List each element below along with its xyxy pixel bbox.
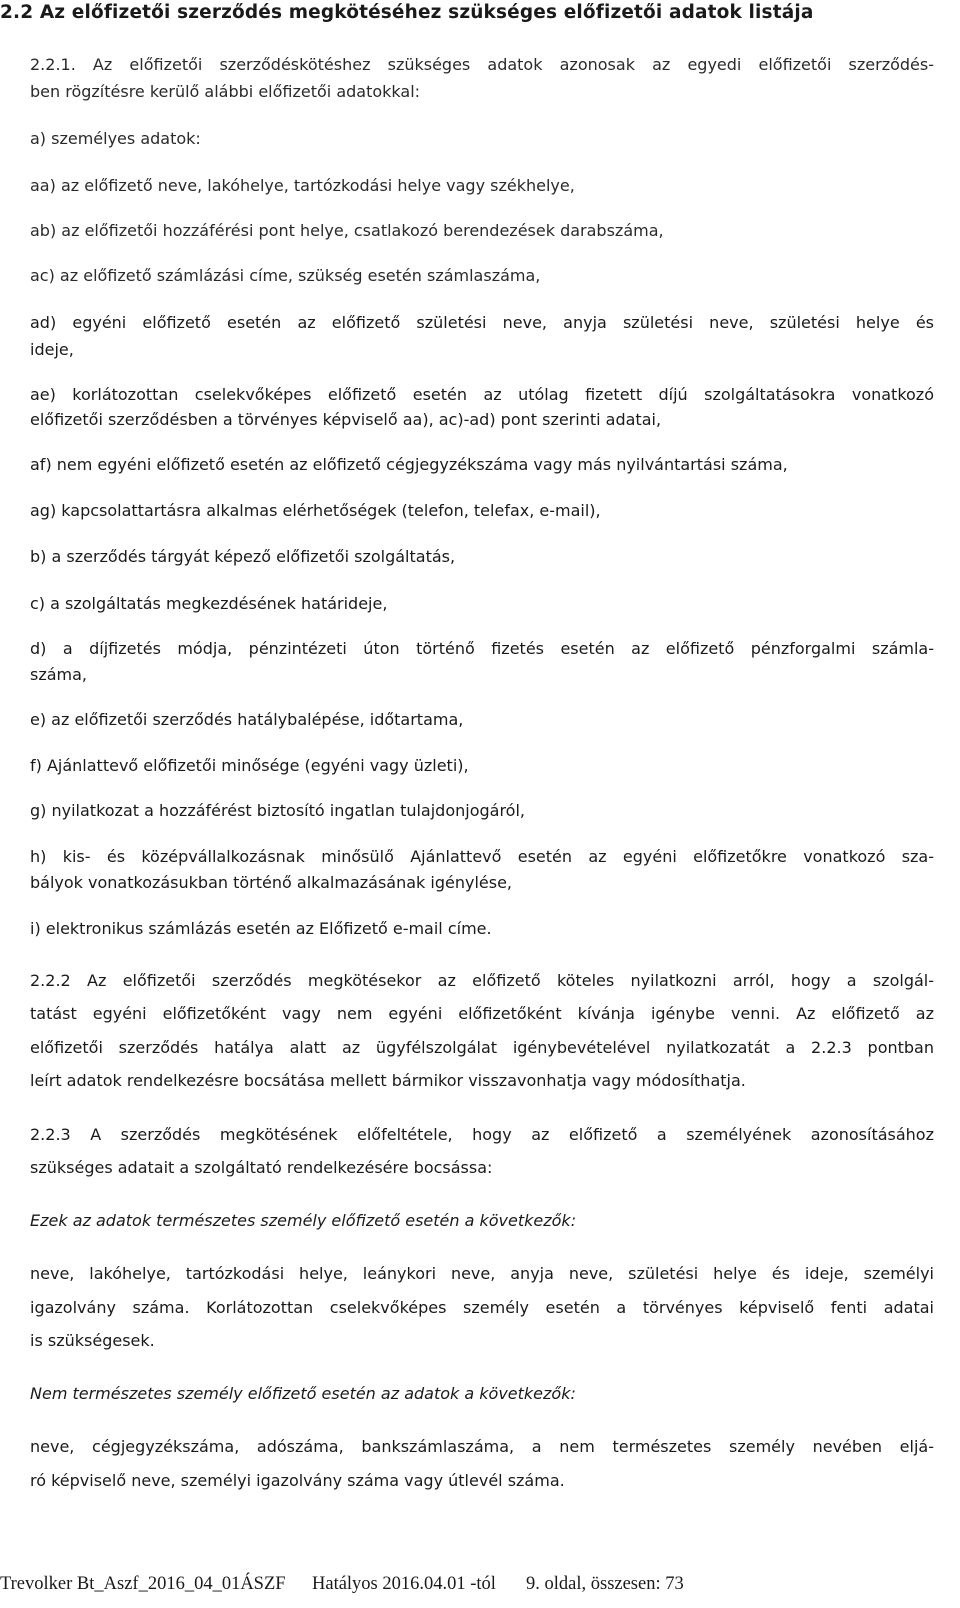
- paragraph-line: neve, cégjegyzékszáma, adószáma, bankszámlaszáma, a nem természetes személy nevében eljá-: [30, 1437, 934, 1456]
- paragraph-line: is szükségesek.: [30, 1331, 155, 1350]
- subheading-legal-entity: Nem természetes személy előfizető esetén az adatok a következők:: [30, 1384, 576, 1403]
- list-item: h) kis- és középvállalkozásnak minősülő Ajánlattevő esetén az egyéni előfizetőkre vonatkozó sza-: [30, 847, 934, 866]
- list-item: f) Ajánlattevő előfizetői minősége (egyéni vagy üzleti),: [30, 756, 469, 775]
- paragraph-line: 2.2.1. Az előfizetői szerződéskötéshez szükséges adatok azonosak az egyedi előfizetői szerződés-: [30, 55, 934, 74]
- list-item-continuation: száma,: [30, 665, 88, 684]
- list-item: c) a szolgáltatás megkezdésének határideje,: [30, 594, 388, 613]
- list-item-continuation: ideje,: [30, 340, 74, 359]
- paragraph-line: szükséges adatait a szolgáltató rendelkezésére bocsássa:: [30, 1158, 493, 1177]
- list-item: ac) az előfizető számlázási címe, szükség esetén számlaszáma,: [30, 266, 541, 285]
- list-item: i) elektronikus számlázás esetén az Előfizető e-mail címe.: [30, 919, 492, 938]
- list-item: ag) kapcsolattartásra alkalmas elérhetőségek (telefon, telefax, e-mail),: [30, 501, 601, 520]
- list-item-continuation: előfizetői szerződésben a törvényes képviselő aa), ac)-ad) pont szerinti adatai,: [30, 410, 662, 429]
- list-item: af) nem egyéni előfizető esetén az előfizető cégjegyzékszáma vagy más nyilvántartási száma,: [30, 455, 788, 474]
- section-heading: 2.2 Az előfizetői szerződés megkötéséhez szükséges előfizetői adatok listája: [0, 2, 814, 23]
- list-item: ad) egyéni előfizető esetén az előfizető születési neve, anyja születési neve, születési helye és: [30, 313, 934, 332]
- list-item: e) az előfizetői szerződés hatálybalépése, időtartama,: [30, 710, 464, 729]
- list-item: g) nyilatkozat a hozzáférést biztosító ingatlan tulajdonjogáról,: [30, 801, 525, 820]
- paragraph-line: előfizetői szerződés hatálya alatt az ügyfélszolgálat igénybevételével nyilatkozatát a 2.2.3 pontban: [30, 1038, 934, 1057]
- list-item-continuation: bályok vonatkozásukban történő alkalmazásának igénylése,: [30, 873, 513, 892]
- list-item: d) a díjfizetés módja, pénzintézeti úton történő fizetés esetén az előfizető pénzforgalmi számla-: [30, 639, 934, 658]
- list-item: a) személyes adatok:: [30, 129, 201, 148]
- list-item: ae) korlátozottan cselekvőképes előfizető esetén az utólag fizetett díjú szolgáltatásokra vonatkozó: [30, 385, 934, 404]
- list-item: ab) az előfizetői hozzáférési pont helye, csatlakozó berendezések darabszáma,: [30, 221, 664, 240]
- list-item: b) a szerződés tárgyát képező előfizetői szolgáltatás,: [30, 547, 456, 566]
- paragraph-line: 2.2.2 Az előfizetői szerződés megkötésekor az előfizető köteles nyilatkozni arról, hogy a szolgál-: [30, 971, 934, 990]
- paragraph-line: ró képviselő neve, személyi igazolvány száma vagy útlevél száma.: [30, 1471, 565, 1490]
- subheading-natural-person: Ezek az adatok természetes személy előfizető esetén a következők:: [30, 1211, 577, 1230]
- footer-page-number: 9. oldal, összesen: 73: [526, 1574, 684, 1594]
- paragraph-line: leírt adatok rendelkezésre bocsátása mellett bármikor visszavonhatja vagy módosíthatja.: [30, 1071, 746, 1090]
- paragraph-line: ben rögzítésre kerülő alábbi előfizetői adatokkal:: [30, 82, 421, 101]
- footer-effective-date: Hatályos 2016.04.01 -tól: [312, 1574, 496, 1594]
- footer-document-name: Trevolker Bt_Aszf_2016_04_01ÁSZF: [0, 1574, 286, 1594]
- page-footer: [0, 1574, 960, 1602]
- paragraph-line: neve, lakóhelye, tartózkodási helye, leánykori neve, anyja neve, születési helye és ideje, személyi: [30, 1264, 934, 1283]
- paragraph-line: tatást egyéni előfizetőként vagy nem egyéni előfizetőként kívánja igénybe venni. Az előfizető az: [30, 1004, 934, 1023]
- list-item: aa) az előfizető neve, lakóhelye, tartózkodási helye vagy székhelye,: [30, 176, 575, 195]
- paragraph-line: 2.2.3 A szerződés megkötésének előfeltétele, hogy az előfizető a személyének azonosításához: [30, 1125, 934, 1144]
- paragraph-line: igazolvány száma. Korlátozottan cselekvőképes személy esetén a törvényes képviselő fenti adatai: [30, 1298, 934, 1317]
